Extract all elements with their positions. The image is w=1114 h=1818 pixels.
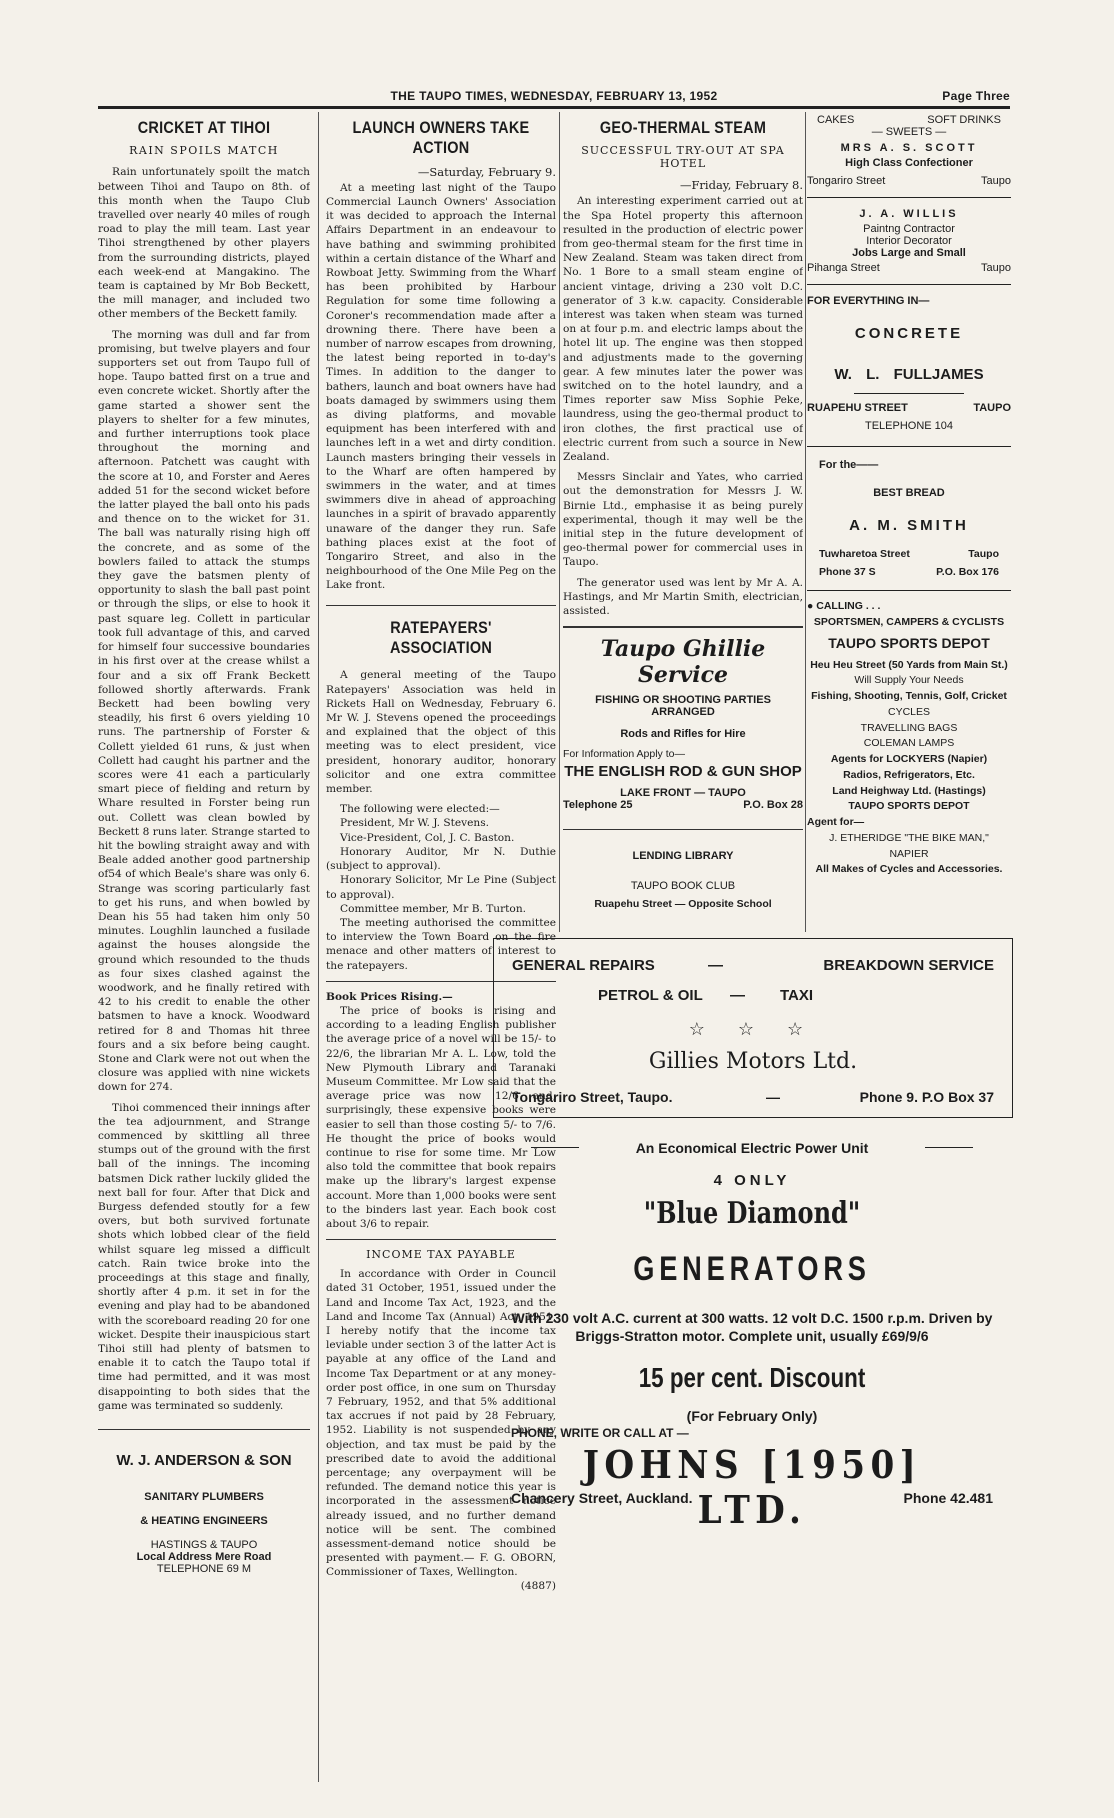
willis-line3: Jobs Large and Small xyxy=(852,247,966,259)
anderson-line2: & HEATING ENGINEERS xyxy=(140,1515,268,1528)
library-line1: LENDING LIBRARY xyxy=(632,849,734,862)
johns-call: PHONE, WRITE OR CALL AT — xyxy=(511,1426,689,1440)
smith-phone: Phone 37 S xyxy=(819,566,876,578)
willis-line1: Paintng Contractor xyxy=(863,223,955,235)
masthead xyxy=(98,86,1010,106)
ghillie-ad xyxy=(563,636,803,811)
article-paragraph: Rain unfortunately spoilt the match between Tihoi and Taupo on 8th. of this month when the Taupo Club travelled over nearly 40 miles of rough road to play the mill team. Last year Tihoi strengthened by other players from the surrounding districts, played each week-end at Mangakino. The team is captained by Mr Bob Beckett, the mill manager, and included two other members of the Beckett family. xyxy=(98,166,310,321)
dash: — xyxy=(730,987,745,1004)
scott-cakes: CAKES xyxy=(817,114,855,126)
article-paragraph: Honorary Solicitor, Mr Le Pine (Subject to approval). xyxy=(326,874,556,901)
tax-headline: INCOME TAX PAYABLE xyxy=(366,1248,516,1262)
depot-cycles: CYCLES xyxy=(887,705,930,718)
johns-street: Chancery Street, Auckland. xyxy=(511,1490,693,1506)
fulljames-ad xyxy=(807,295,1011,432)
depot-name2: TAUPO SPORTS DEPOT xyxy=(848,800,970,813)
willis-town: Taupo xyxy=(981,262,1011,274)
fulljames-intro: FOR EVERYTHING IN— xyxy=(807,295,930,307)
ghillie-shop: THE ENGLISH ROD & GUN SHOP xyxy=(564,763,802,781)
scott-name: MRS A. S. SCOTT xyxy=(840,142,978,154)
depot-agentfor: Agent for— xyxy=(807,816,865,828)
gillies-breakdown: BREAKDOWN SERVICE xyxy=(823,957,994,974)
johns-product: "Blue Diamond" xyxy=(643,1196,861,1231)
geothermal-dateline: —Friday, February 8. xyxy=(679,178,803,193)
ghillie-name: Taupo Ghillie Service xyxy=(600,636,766,689)
article-paragraph: Tihoi commenced their innings after the tea adjournment, and Strange commenced by skittling all three stumps out of the ground with the first ball of the innings. The incoming batsmen Dick rather luckily glided the next ball for four. After that Dick and Burgess defended stoutly for a few overs, but both survived fortunate shots which lobbed clear of the field whilst square leg missed a difficult catch. Rain twice broke into the proceedings at this stage and finally, shortly after 4 p.m. it set in for the evening and play had to be abandoned with the scoreboard reading 20 for one wicket. Despite their inauspicious start Tihoi still had plenty of batsmen to enable it to catch the Taupo total if time had permitted, and it was most disappointing to both sides that the game was terminated so suddenly. xyxy=(98,1101,310,1412)
ghillie-tel: Telephone 25 xyxy=(563,798,633,811)
gillies-phone: Phone 9. P.O Box 37 xyxy=(859,1089,994,1105)
anderson-line3: HASTINGS & TAUPO xyxy=(150,1539,258,1552)
article-paragraph: President, Mr W. J. Stevens. xyxy=(340,817,490,830)
smith-name: A. M. SMITH xyxy=(849,517,969,534)
johns-discount: 15 per cent. Discount xyxy=(638,1362,866,1393)
depot-makes: All Makes of Cycles and Accessories. xyxy=(815,863,1003,876)
scott-sweets: — SWEETS — xyxy=(871,126,947,138)
ghillie-line1: FISHING OR SHOOTING PARTIES xyxy=(595,694,771,707)
cricket-headline: CRICKET AT TIHOI xyxy=(137,118,271,137)
scott-ad xyxy=(807,114,1011,187)
depot-line1: SPORTSMEN, CAMPERS & CYCLISTS xyxy=(813,615,1005,628)
library-line3: Ruapehu Street — Opposite School xyxy=(594,897,772,910)
willis-street: Pihanga Street xyxy=(807,262,880,274)
scott-street: Tongariro Street xyxy=(807,175,886,187)
johns-ad xyxy=(493,1126,1011,1532)
ratepayers-headline: RATEPAYERS' ASSOCIATION xyxy=(389,617,493,658)
fulljames-name: W. L. FULLJAMES xyxy=(834,366,984,383)
johns-phone: Phone 42.481 xyxy=(903,1490,993,1506)
depot-agents1: Agents for LOCKYERS (Napier) xyxy=(830,753,988,765)
fulljames-tel: TELEPHONE 104 xyxy=(864,420,954,432)
books-headline: Book Prices Rising.— xyxy=(326,990,453,1003)
ghillie-loc: LAKE FRONT — TAUPO xyxy=(620,786,746,799)
anderson-ad xyxy=(98,1442,310,1575)
fulljames-product: CONCRETE xyxy=(854,325,964,342)
fulljames-street: RUAPEHU STREET xyxy=(807,402,908,414)
anderson-line4: Local Address Mere Road xyxy=(136,1551,272,1564)
depot-needs: Will Supply Your Needs xyxy=(854,674,964,687)
depot-bags: TRAVELLING BAGS xyxy=(860,721,958,734)
column-divider xyxy=(805,112,806,932)
article-paragraph: A general meeting of the Taupo Ratepayers' Association was held in Rickets Hall on Wednesday, February 6. Mr W. J. Stevens opened the proceedings and explained that the object of this meeting was to elect president, vice president, honorary auditor, honorary solicitor and one extra committee member. xyxy=(326,669,556,796)
depot-agents1b: Radios, Refrigerators, Etc. xyxy=(843,768,975,781)
article-paragraph: The meeting authorised the committee to interview the Town Board on the fire menace and other matters of interest to the ratepayers. xyxy=(326,916,556,972)
column-divider xyxy=(318,112,319,1782)
top-rule xyxy=(98,106,1010,109)
johns-gen: GENERATORS xyxy=(633,1250,871,1288)
anderson-line5: TELEPHONE 69 M xyxy=(156,1563,252,1576)
gillies-name: Gillies Motors Ltd. xyxy=(648,1049,858,1074)
gillies-repairs: GENERAL REPAIRS xyxy=(512,957,655,974)
depot-goods: Fishing, Shooting, Tennis, Golf, Cricket xyxy=(811,690,1007,702)
depot-ad xyxy=(807,599,1011,878)
smith-box: P.O. Box 176 xyxy=(936,566,999,578)
article-paragraph: In accordance with Order in Council dated 31 October, 1951, issued under the Land and Income Tax Act, 1923, and the Land and Income Tax (Annual) Act, 1951, I hereby notify that the income tax leviable under section 3 of the latter Act is payable at any office of the Land and Income Tax Department or at any money-order post office, in one sum on Thursday 7 February, 1952, and that 5% additional tax accrues if not paid by 28 February, 1952. Liability is not suspended by any objection, and tax must be paid by the prescribed date to avoid the additional percentage; any overpayment will be refunded. The demand notice this year is incorporated in the assessment notice already issued, and no further demand notice will be sent. The combined assessment-demand notice should be presented with payment.— F. G. OBORN, Commissioner of Taxes, Wellington. xyxy=(326,1268,556,1579)
article-paragraph: The price of books is rising and according to a leading English publisher the average price of a novel will be 15/- to 22/6, the librarian Mr A. L. Low, told the New Plymouth Library and Taranaki Museum Committee. Mr Low said that the average price was now 12/6 and, surprisingly, these expensive books were easier to sell than those costing 5/- to 7/6. He thought the price of books would continue to rise for some time. Mr Low also told the committee that book repairs make up the library's largest expense account. More than 1,000 books were sent to the binders last year. Each book cost about 3/6 to repair. xyxy=(326,1004,556,1230)
fulljames-town: TAUPO xyxy=(973,402,1011,414)
article-paragraph: Honorary Auditor, Mr N. Duthie (subject to approval). xyxy=(326,845,556,873)
depot-lamps: COLEMAN LAMPS xyxy=(863,737,955,750)
article-paragraph: Messrs Sinclair and Yates, who carried out the demonstration for Messrs J. W. Birnie Ltd., emphasise it as being purely experimental, though it may well be the initial step in the future development of geo-thermal power for commercial uses in Taupo. xyxy=(563,471,803,569)
depot-calling: ● CALLING . . . xyxy=(807,600,881,612)
article-paragraph: The morning was dull and far from promising, but twelve players and four supporters set out from Taupo full of hope. Taupo batted first on a true and even concrete wicket. Shortly after the game started a shower sent the players to shelter for a few minutes, and further interruptions took place throughout the morning and afternoon. Patchett was caught with the score at 10, and Forster and Aeres added 51 for the second wicket before the latter played the ball onto his pads and thence on to the wicket for 31. The ball was naturally rising high off the concrete, and as some of the bowlers failed to attack the stumps they gave the batsmen plenty of opportunity to slash the ball past point or through the slips, or else to hook it past square leg. Collett in particular took full advantage of this, and carved for himself four successive boundaries in his first over at the crease whilst a four and a six off Frank Beckett followed shortly afterwards. Frank Beckett had been bowling very steadily, his first 6 overs yielding 10 runs. The partnership of Forster & Collett yielded 61 runs, & just when Collett had caught his partner and the scores were 41 each a particularly smart piece of fielding and return by Whare resulted in Forster being run out. Collett was clean bowled by Beckett 8 runs later. Strange started to hit the bowling straight away and with Beale added another good partnership of54 of which Beale's share was only 6. Strange was scoring particularly fast to get his runs, and when bowled by Dean his 55 had taken him only 50 minutes. Loughlin launched a fusilade against the houses alongside the ground which resounded to the thuds as four sixes clashed against the woodwork, and he finally retired with 42 to his credit to enable the other batsmen to have a knock. Woodward retired for 8 and Thomas hit three fours and a six before being caught. Stone and Clark were not out when the closure was applied with nine wickets down for 274. xyxy=(98,328,310,1094)
depot-name: TAUPO SPORTS DEPOT xyxy=(828,634,990,651)
geothermal-headline: GEO-THERMAL STEAM xyxy=(599,118,767,137)
anderson-line1: SANITARY PLUMBERS xyxy=(144,1491,264,1504)
smith-ad xyxy=(807,459,1011,578)
johns-spec: With 230 volt A.C. current at 300 watts. 12 volt D.C. 1500 r.p.m. Driven by Briggs-Stratton motor. Complete unit, usually £69/9/6 xyxy=(511,1310,993,1344)
article-paragraph: Vice-President, Col, J. C. Baston. xyxy=(340,831,515,844)
depot-napier: NAPIER xyxy=(889,847,929,860)
gillies-street: Tongariro Street, Taupo. xyxy=(512,1089,673,1105)
geothermal-subhead: SUCCESSFUL TRY-OUT AT SPA HOTEL xyxy=(581,144,785,171)
johns-qty: 4 ONLY xyxy=(713,1172,791,1189)
column-four xyxy=(807,114,1011,1054)
article-paragraph: At a meeting last night of the Taupo Commercial Launch Owners' Association it was decided to approach the Internal Affairs Department in an endeavour to have bathing and swimming prohibited within a certain distance of the Wharf and Rowboat Jetty. Swimming from the Wharf has been prohibited by Harbour Regulation for some time following a Coroner's recommendation made after a drowning there. There have been a number of narrow escapes from drowning, the latest being reported in to-day's Times. In addition to the danger to bathers, launch and boat owners have had boats damaged by swimmers using them as diving platforms, and movable equipment has been interfered with and launches left in a wet and dirty condition. Launch masters bringing their vessels in to the Wharf are often hampered by swimmers in the water, and at times swimmers dive in ahead of approaching launches in a spirit of bravado apparently unaware of the danger they run. Safe bathing places exist at the foot of Tongariro Street, and also in the neighbourhood of the One Mile Peg on the Lake front. xyxy=(326,181,556,592)
smith-town: Taupo xyxy=(968,548,999,560)
smith-intro: For the—— xyxy=(819,459,879,471)
johns-lead-row xyxy=(511,1140,993,1156)
depot-agents2: Land Heighway Ltd. (Hastings) xyxy=(832,784,986,797)
ghillie-line4: For Information Apply to— xyxy=(563,748,685,761)
anderson-name: W. J. ANDERSON & SON xyxy=(116,1452,292,1470)
article-paragraph: An interesting experiment carried out at the Spa Hotel property this afternoon resulted in the production of electric power from geo-thermal steam for the first time in New Zealand. Steam was taken direct from No. 1 Bore to a small steam engine of ancient vintage, driving a 230 volt D.C. generator of 3 k.w. capacity. Considerable interest was taken when steam was turned on at four p.m. and electric lamps about the hotel lit up. The engine was then stopped and adjustments made to the governing gear. A few minutes later the power was switched on to the hotel laundry, and a Times reporter saw Miss Sophie Peke, laundress, using the geo-thermal product to iron clothes, the first practical use of electric current from such a source in New Zealand. xyxy=(563,195,803,464)
ghillie-line3: Rods and Rifles for Hire xyxy=(620,728,746,741)
launch-headline: LAUNCH OWNERS TAKE ACTION xyxy=(352,118,530,158)
bullet-icon: ● xyxy=(807,600,814,612)
cricket-subhead: RAIN SPOILS MATCH xyxy=(129,144,279,158)
willis-line2: Interior Decorator xyxy=(866,235,952,247)
library-ad xyxy=(563,850,803,910)
gillies-petrol: PETROL & OIL xyxy=(598,987,703,1004)
dash: — xyxy=(766,1089,780,1105)
depot-address: Heu Heu Street (50 Yards from Main St.) xyxy=(810,658,1008,671)
star-icons: ☆ ☆ ☆ xyxy=(688,1019,818,1039)
johns-lead: An Economical Electric Power Unit xyxy=(635,1140,869,1156)
cricket-article xyxy=(98,114,310,1784)
article-paragraph: The generator used was lent by Mr A. A. Hastings, and Mr Martin Smith, electrician, assisted. xyxy=(563,576,803,618)
smith-street: Tuwharetoa Street xyxy=(819,548,910,560)
scott-drinks: SOFT DRINKS xyxy=(927,114,1001,126)
dash: — xyxy=(708,957,723,974)
willis-ad xyxy=(807,208,1011,274)
tax-ref: (4887) xyxy=(520,1579,556,1592)
ghillie-box: P.O. Box 28 xyxy=(743,798,803,811)
gillies-taxi: TAXI xyxy=(780,987,814,1004)
article-paragraph: Committee member, Mr B. Turton. xyxy=(340,902,527,915)
column-three xyxy=(563,114,803,1064)
johns-brand: JOHNS [1950] LTD. xyxy=(582,1442,922,1532)
library-line2: TAUPO BOOK CLUB xyxy=(630,879,736,892)
scott-town: Taupo xyxy=(981,175,1011,187)
johns-note: (For February Only) xyxy=(686,1408,818,1424)
willis-name: J. A. WILLIS xyxy=(859,208,959,220)
page-number: Page Three xyxy=(942,89,1010,103)
article-paragraph: The following were elected:— xyxy=(340,803,500,816)
launch-dateline: —Saturday, February 9. xyxy=(417,164,556,179)
ghillie-line2: ARRANGED xyxy=(651,706,715,719)
smith-product: BEST BREAD xyxy=(873,487,945,499)
masthead-title: THE TAUPO TIMES, WEDNESDAY, FEBRUARY 13, 1952 xyxy=(390,89,718,103)
column-divider xyxy=(559,112,560,932)
depot-etheridge: J. ETHERIDGE "THE BIKE MAN," xyxy=(829,831,989,844)
scott-desc: High Class Confectioner xyxy=(845,157,973,169)
gillies-ad xyxy=(493,938,1013,1118)
